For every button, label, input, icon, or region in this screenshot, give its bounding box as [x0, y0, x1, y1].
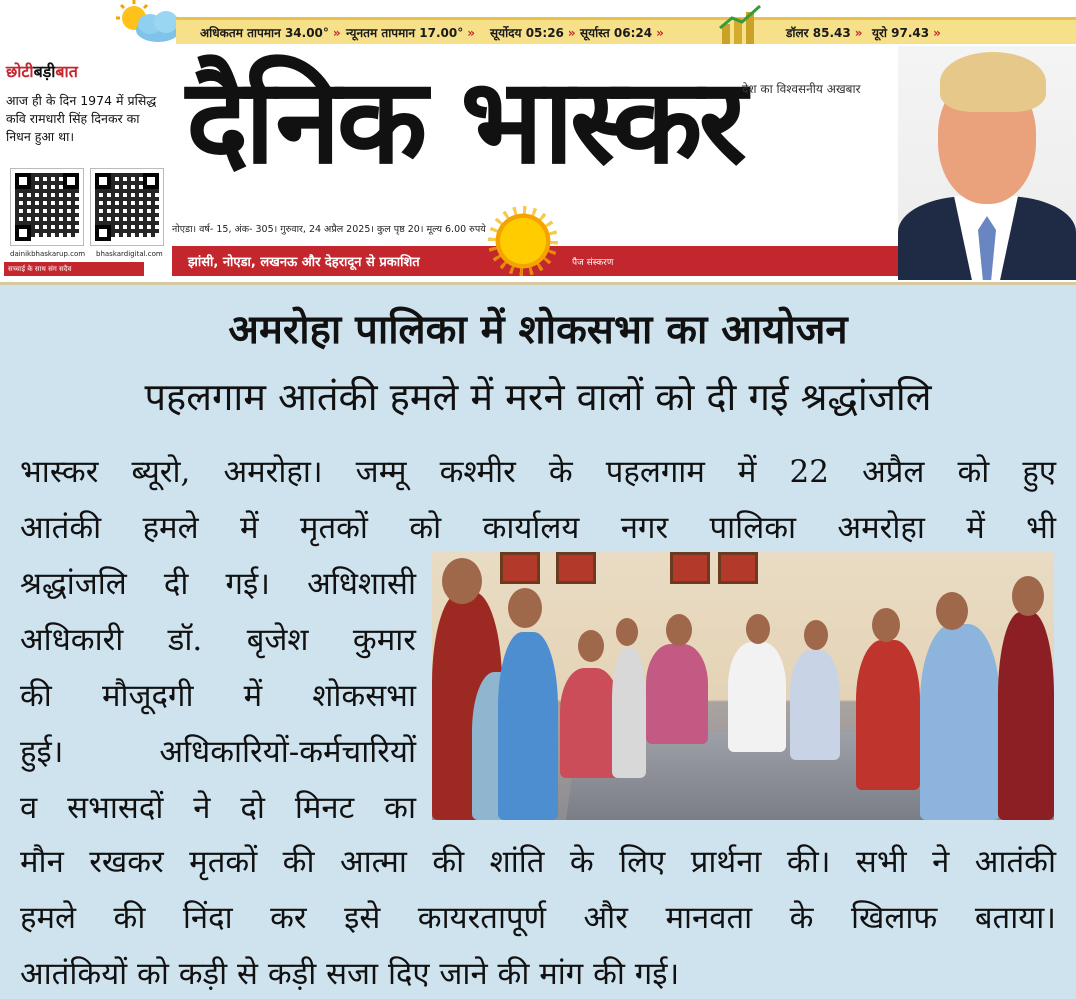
- article-line: हमले की निंदा कर इसे कायरतापूर्ण और मानवता के खिलाफ बताया।: [20, 900, 1056, 936]
- qr-label: bhaskardigital.com: [96, 250, 163, 258]
- article-line: श्रद्धांजलि दी गई। अधिशासी: [20, 566, 416, 602]
- sun-icon: [492, 210, 554, 272]
- tagline: देश का विश्वसनीय अखबार: [742, 82, 861, 96]
- sidebar-strip: सच्चाई के साथ संग सदैव: [4, 262, 144, 276]
- sidebar-brand: छोटीबड़ीबात: [6, 62, 78, 81]
- dollar-rate: डॉलर 85.43 »: [786, 26, 863, 40]
- article-line: भास्कर ब्यूरो, अमरोहा। जम्मू कश्मीर के पहलगाम में 22 अप्रैल को हुए: [20, 454, 1056, 490]
- article-photo: [432, 552, 1054, 820]
- edition-label: पैज संस्करण: [572, 258, 614, 268]
- money-icon: [716, 4, 768, 48]
- subheadline: पहलगाम आतंकी हमले में मरने वालों को दी गई श्रद्धांजलि: [144, 375, 932, 419]
- sidebar-note: आज ही के दिन 1974 में प्रसिद्ध कवि रामधारी सिंह दिनकर का निधन हुआ था।: [6, 93, 157, 144]
- article-line: आतंकी हमले में मृतकों को कार्यालय नगर पालिका अमरोहा में भी: [20, 510, 1056, 546]
- sunrise: सूर्योदय 05:26 »: [490, 26, 576, 40]
- qr-code[interactable]: [10, 168, 84, 246]
- article-line: अधिकारी डॉ. बृजेश कुमार: [20, 622, 416, 658]
- min-temp: न्यूनतम तापमान 17.00° »: [346, 26, 475, 40]
- article-line: मौन रखकर मृतकों की आत्मा की शांति के लिए प्रार्थना की। सभी ने आतंकी: [20, 844, 1056, 880]
- euro-rate: यूरो 97.43 »: [872, 26, 941, 40]
- qr-code[interactable]: [90, 168, 164, 246]
- qr-label: dainikbhaskarup.com: [10, 250, 86, 258]
- portrait-photo: [898, 46, 1076, 280]
- top-ticker: [0, 0, 1076, 44]
- headline: अमरोहा पालिका में शोकसभा का आयोजन: [228, 307, 848, 353]
- published-from: झांसी, नोएडा, लखनऊ और देहरादून से प्रकाशित: [188, 255, 420, 270]
- newspaper-logo: दैनिक भास्कर: [186, 52, 743, 190]
- article-line: आतंकियों को कड़ी से कड़ी सजा दिए जाने की मांग की गई।: [20, 956, 680, 992]
- dateline: नोएडा। वर्ष- 15, अंक- 305। गुरुवार, 24 अप्रैल 2025। कुल पृष्ठ 20। मूल्य 6.00 रुपये: [172, 224, 486, 235]
- article-line: व सभासदों ने दो मिनट का: [20, 790, 416, 826]
- max-temp: अधिकतम तापमान 34.00° »: [200, 26, 341, 40]
- article-line: हुई। अधिकारियों-कर्मचारियों: [20, 734, 416, 770]
- article-line: की मौजूदगी में शोकसभा: [20, 678, 416, 714]
- sunset: सूर्यास्त 06:24 »: [580, 26, 664, 40]
